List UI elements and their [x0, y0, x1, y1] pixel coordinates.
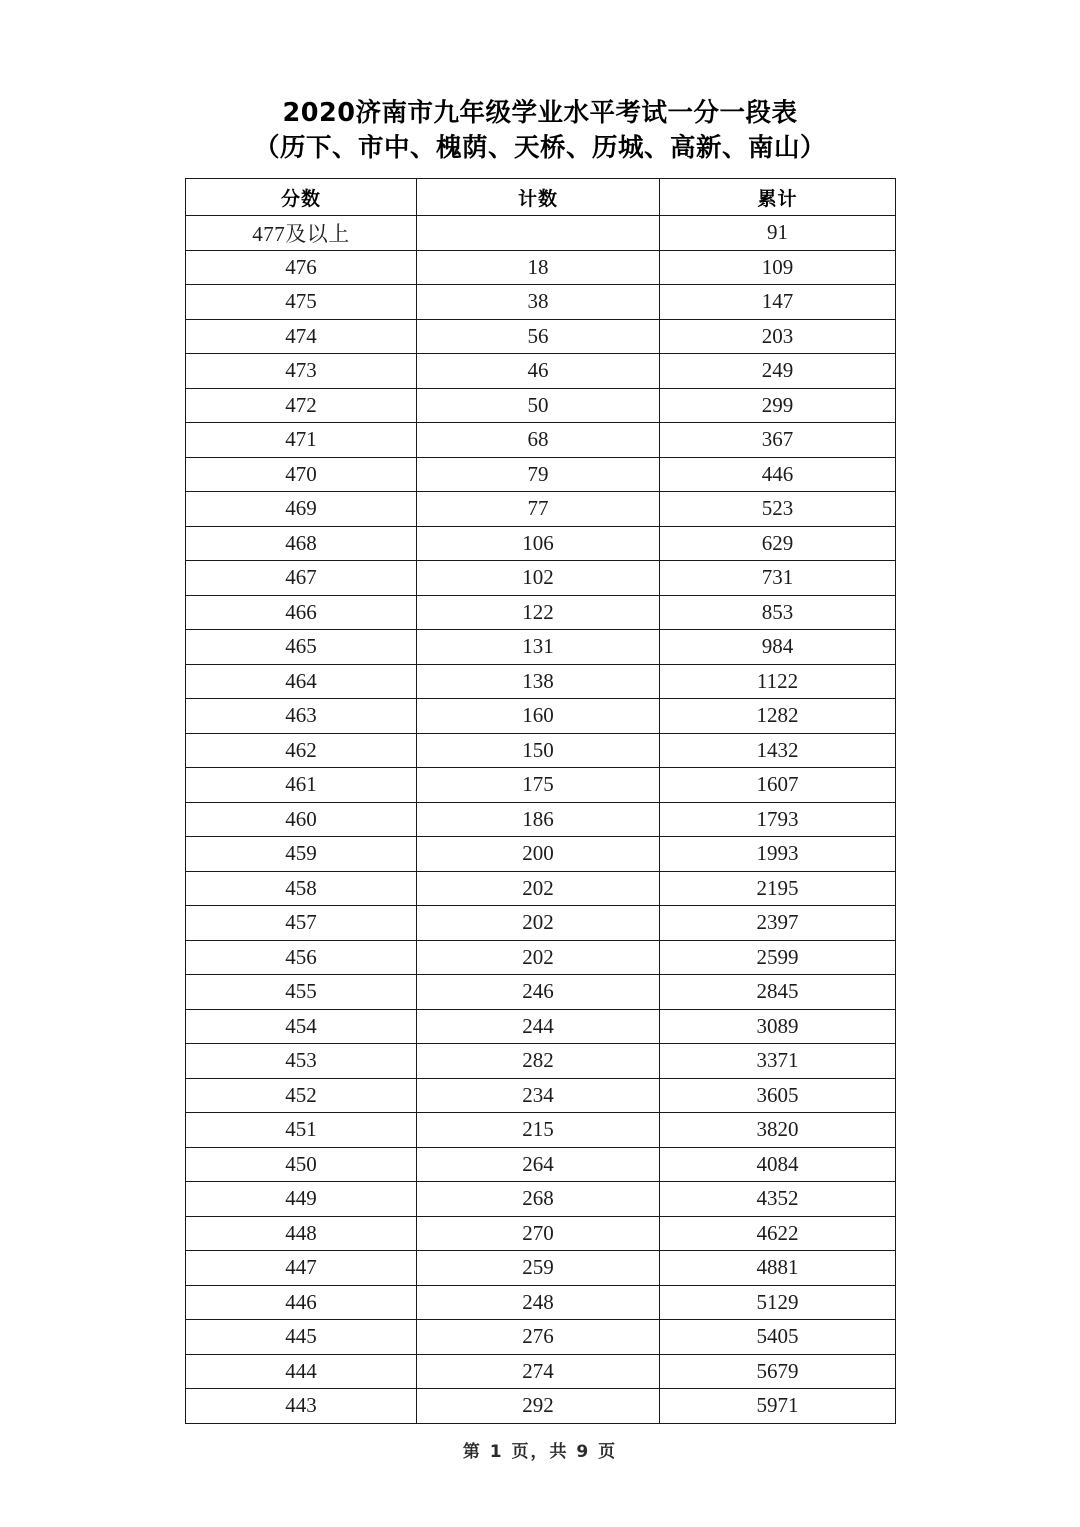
- table-row: [186, 250, 896, 285]
- table-row: [186, 561, 896, 596]
- cell-count: 274: [417, 1354, 660, 1389]
- cell-score: 451: [186, 1113, 417, 1148]
- cell-cumulative: 1432: [660, 733, 896, 768]
- cell-score: 450: [186, 1147, 417, 1182]
- cell-cumulative: 147: [660, 285, 896, 320]
- cell-cumulative: 2599: [660, 940, 896, 975]
- cell-count: 79: [417, 457, 660, 492]
- cell-count: 56: [417, 319, 660, 354]
- cell-cumulative: 5971: [660, 1389, 896, 1424]
- cell-count: 264: [417, 1147, 660, 1182]
- table-row: [186, 526, 896, 561]
- table-row: [186, 975, 896, 1010]
- table-row: [186, 871, 896, 906]
- cell-score: 447: [186, 1251, 417, 1286]
- title-block: [0, 0, 1080, 166]
- table-row: [186, 1044, 896, 1079]
- cell-count: 186: [417, 802, 660, 837]
- table-row: [186, 1078, 896, 1113]
- cell-cumulative: 5405: [660, 1320, 896, 1355]
- table-body: [186, 216, 896, 1424]
- score-distribution-table: [185, 178, 896, 1424]
- cell-score: 474: [186, 319, 417, 354]
- cell-score: 452: [186, 1078, 417, 1113]
- table-row: [186, 802, 896, 837]
- cell-cumulative: 853: [660, 595, 896, 630]
- cell-score: 470: [186, 457, 417, 492]
- cell-score: 443: [186, 1389, 417, 1424]
- cell-count: 18: [417, 250, 660, 285]
- cell-cumulative: 203: [660, 319, 896, 354]
- cell-cumulative: 5129: [660, 1285, 896, 1320]
- cell-score: 454: [186, 1009, 417, 1044]
- cell-count: 259: [417, 1251, 660, 1286]
- cell-count: 122: [417, 595, 660, 630]
- table-row: [186, 768, 896, 803]
- table-row: [186, 733, 896, 768]
- score-table-container: [185, 178, 895, 1424]
- cell-score: 449: [186, 1182, 417, 1217]
- cell-cumulative: 2195: [660, 871, 896, 906]
- cell-cumulative: 731: [660, 561, 896, 596]
- cell-count: 46: [417, 354, 660, 389]
- table-row: [186, 492, 896, 527]
- table-row: [186, 1354, 896, 1389]
- cell-count: 244: [417, 1009, 660, 1044]
- cell-count: 202: [417, 871, 660, 906]
- cell-score: 457: [186, 906, 417, 941]
- cell-score: 465: [186, 630, 417, 665]
- cell-score: 444: [186, 1354, 417, 1389]
- cell-count: 246: [417, 975, 660, 1010]
- cell-count: 200: [417, 837, 660, 872]
- table-row: [186, 1147, 896, 1182]
- table-row: [186, 1389, 896, 1424]
- cell-score: 446: [186, 1285, 417, 1320]
- cell-score: 464: [186, 664, 417, 699]
- cell-score: 453: [186, 1044, 417, 1079]
- cell-count: 68: [417, 423, 660, 458]
- table-row: [186, 940, 896, 975]
- cell-count: 175: [417, 768, 660, 803]
- cell-count: 292: [417, 1389, 660, 1424]
- cell-score: 476: [186, 250, 417, 285]
- cell-score: 459: [186, 837, 417, 872]
- cell-cumulative: 4352: [660, 1182, 896, 1217]
- cell-score: 460: [186, 802, 417, 837]
- table-row: [186, 595, 896, 630]
- cell-score: 461: [186, 768, 417, 803]
- cell-cumulative: 446: [660, 457, 896, 492]
- cell-count: 270: [417, 1216, 660, 1251]
- cell-cumulative: 91: [660, 216, 896, 251]
- cell-count: [417, 216, 660, 251]
- cell-count: 38: [417, 285, 660, 320]
- cell-score: 473: [186, 354, 417, 389]
- cell-cumulative: 3820: [660, 1113, 896, 1148]
- table-row: [186, 1216, 896, 1251]
- table-row: [186, 837, 896, 872]
- cell-cumulative: 249: [660, 354, 896, 389]
- cell-score: 466: [186, 595, 417, 630]
- table-row: [186, 906, 896, 941]
- table-row: [186, 1251, 896, 1286]
- cell-count: 131: [417, 630, 660, 665]
- cell-score: 458: [186, 871, 417, 906]
- cell-count: 102: [417, 561, 660, 596]
- cell-cumulative: 523: [660, 492, 896, 527]
- table-row: [186, 1009, 896, 1044]
- table-row: [186, 630, 896, 665]
- cell-count: 215: [417, 1113, 660, 1148]
- page-footer: 第 1 页，共 9 页: [462, 1442, 618, 1462]
- table-row: [186, 319, 896, 354]
- cell-count: 202: [417, 906, 660, 941]
- table-header: [186, 179, 896, 216]
- table-row: [186, 1182, 896, 1217]
- cell-cumulative: 3371: [660, 1044, 896, 1079]
- cell-count: 202: [417, 940, 660, 975]
- cell-cumulative: 3605: [660, 1078, 896, 1113]
- cell-count: 77: [417, 492, 660, 527]
- cell-score: 467: [186, 561, 417, 596]
- cell-cumulative: 2397: [660, 906, 896, 941]
- cell-cumulative: 1282: [660, 699, 896, 734]
- column-header-score: 分数: [186, 179, 417, 216]
- cell-cumulative: 984: [660, 630, 896, 665]
- column-header-cumulative: 累计: [660, 179, 896, 216]
- column-header-count: 计数: [417, 179, 660, 216]
- cell-cumulative: 1793: [660, 802, 896, 837]
- cell-cumulative: 1122: [660, 664, 896, 699]
- cell-score: 469: [186, 492, 417, 527]
- table-row: [186, 1113, 896, 1148]
- cell-count: 138: [417, 664, 660, 699]
- cell-count: 50: [417, 388, 660, 423]
- cell-cumulative: 4622: [660, 1216, 896, 1251]
- cell-cumulative: 1993: [660, 837, 896, 872]
- cell-cumulative: 367: [660, 423, 896, 458]
- cell-score: 456: [186, 940, 417, 975]
- cell-cumulative: 5679: [660, 1354, 896, 1389]
- cell-score: 448: [186, 1216, 417, 1251]
- table-header-row: [186, 179, 896, 216]
- table-row: [186, 664, 896, 699]
- cell-cumulative: 3089: [660, 1009, 896, 1044]
- table-row: [186, 354, 896, 389]
- cell-count: 234: [417, 1078, 660, 1113]
- cell-cumulative: 629: [660, 526, 896, 561]
- cell-count: 268: [417, 1182, 660, 1217]
- cell-cumulative: 2845: [660, 975, 896, 1010]
- cell-score: 472: [186, 388, 417, 423]
- cell-cumulative: 1607: [660, 768, 896, 803]
- table-row: [186, 423, 896, 458]
- cell-score: 468: [186, 526, 417, 561]
- cell-count: 106: [417, 526, 660, 561]
- cell-count: 276: [417, 1320, 660, 1355]
- cell-count: 248: [417, 1285, 660, 1320]
- page-title: 2020济南市九年级学业水平考试一分一段表: [282, 98, 798, 128]
- page-subtitle: （历下、市中、槐荫、天桥、历城、高新、南山）: [253, 133, 826, 163]
- table-row: [186, 699, 896, 734]
- cell-score: 455: [186, 975, 417, 1010]
- table-row: [186, 1285, 896, 1320]
- cell-count: 160: [417, 699, 660, 734]
- table-row: [186, 1320, 896, 1355]
- cell-score: 471: [186, 423, 417, 458]
- cell-cumulative: 4881: [660, 1251, 896, 1286]
- table-row: [186, 388, 896, 423]
- cell-score: 462: [186, 733, 417, 768]
- cell-score: 477及以上: [186, 216, 417, 251]
- cell-count: 150: [417, 733, 660, 768]
- cell-cumulative: 109: [660, 250, 896, 285]
- cell-cumulative: 299: [660, 388, 896, 423]
- cell-cumulative: 4084: [660, 1147, 896, 1182]
- table-row: [186, 285, 896, 320]
- cell-score: 445: [186, 1320, 417, 1355]
- table-row: [186, 457, 896, 492]
- cell-score: 475: [186, 285, 417, 320]
- table-row: [186, 216, 896, 251]
- cell-score: 463: [186, 699, 417, 734]
- cell-count: 282: [417, 1044, 660, 1079]
